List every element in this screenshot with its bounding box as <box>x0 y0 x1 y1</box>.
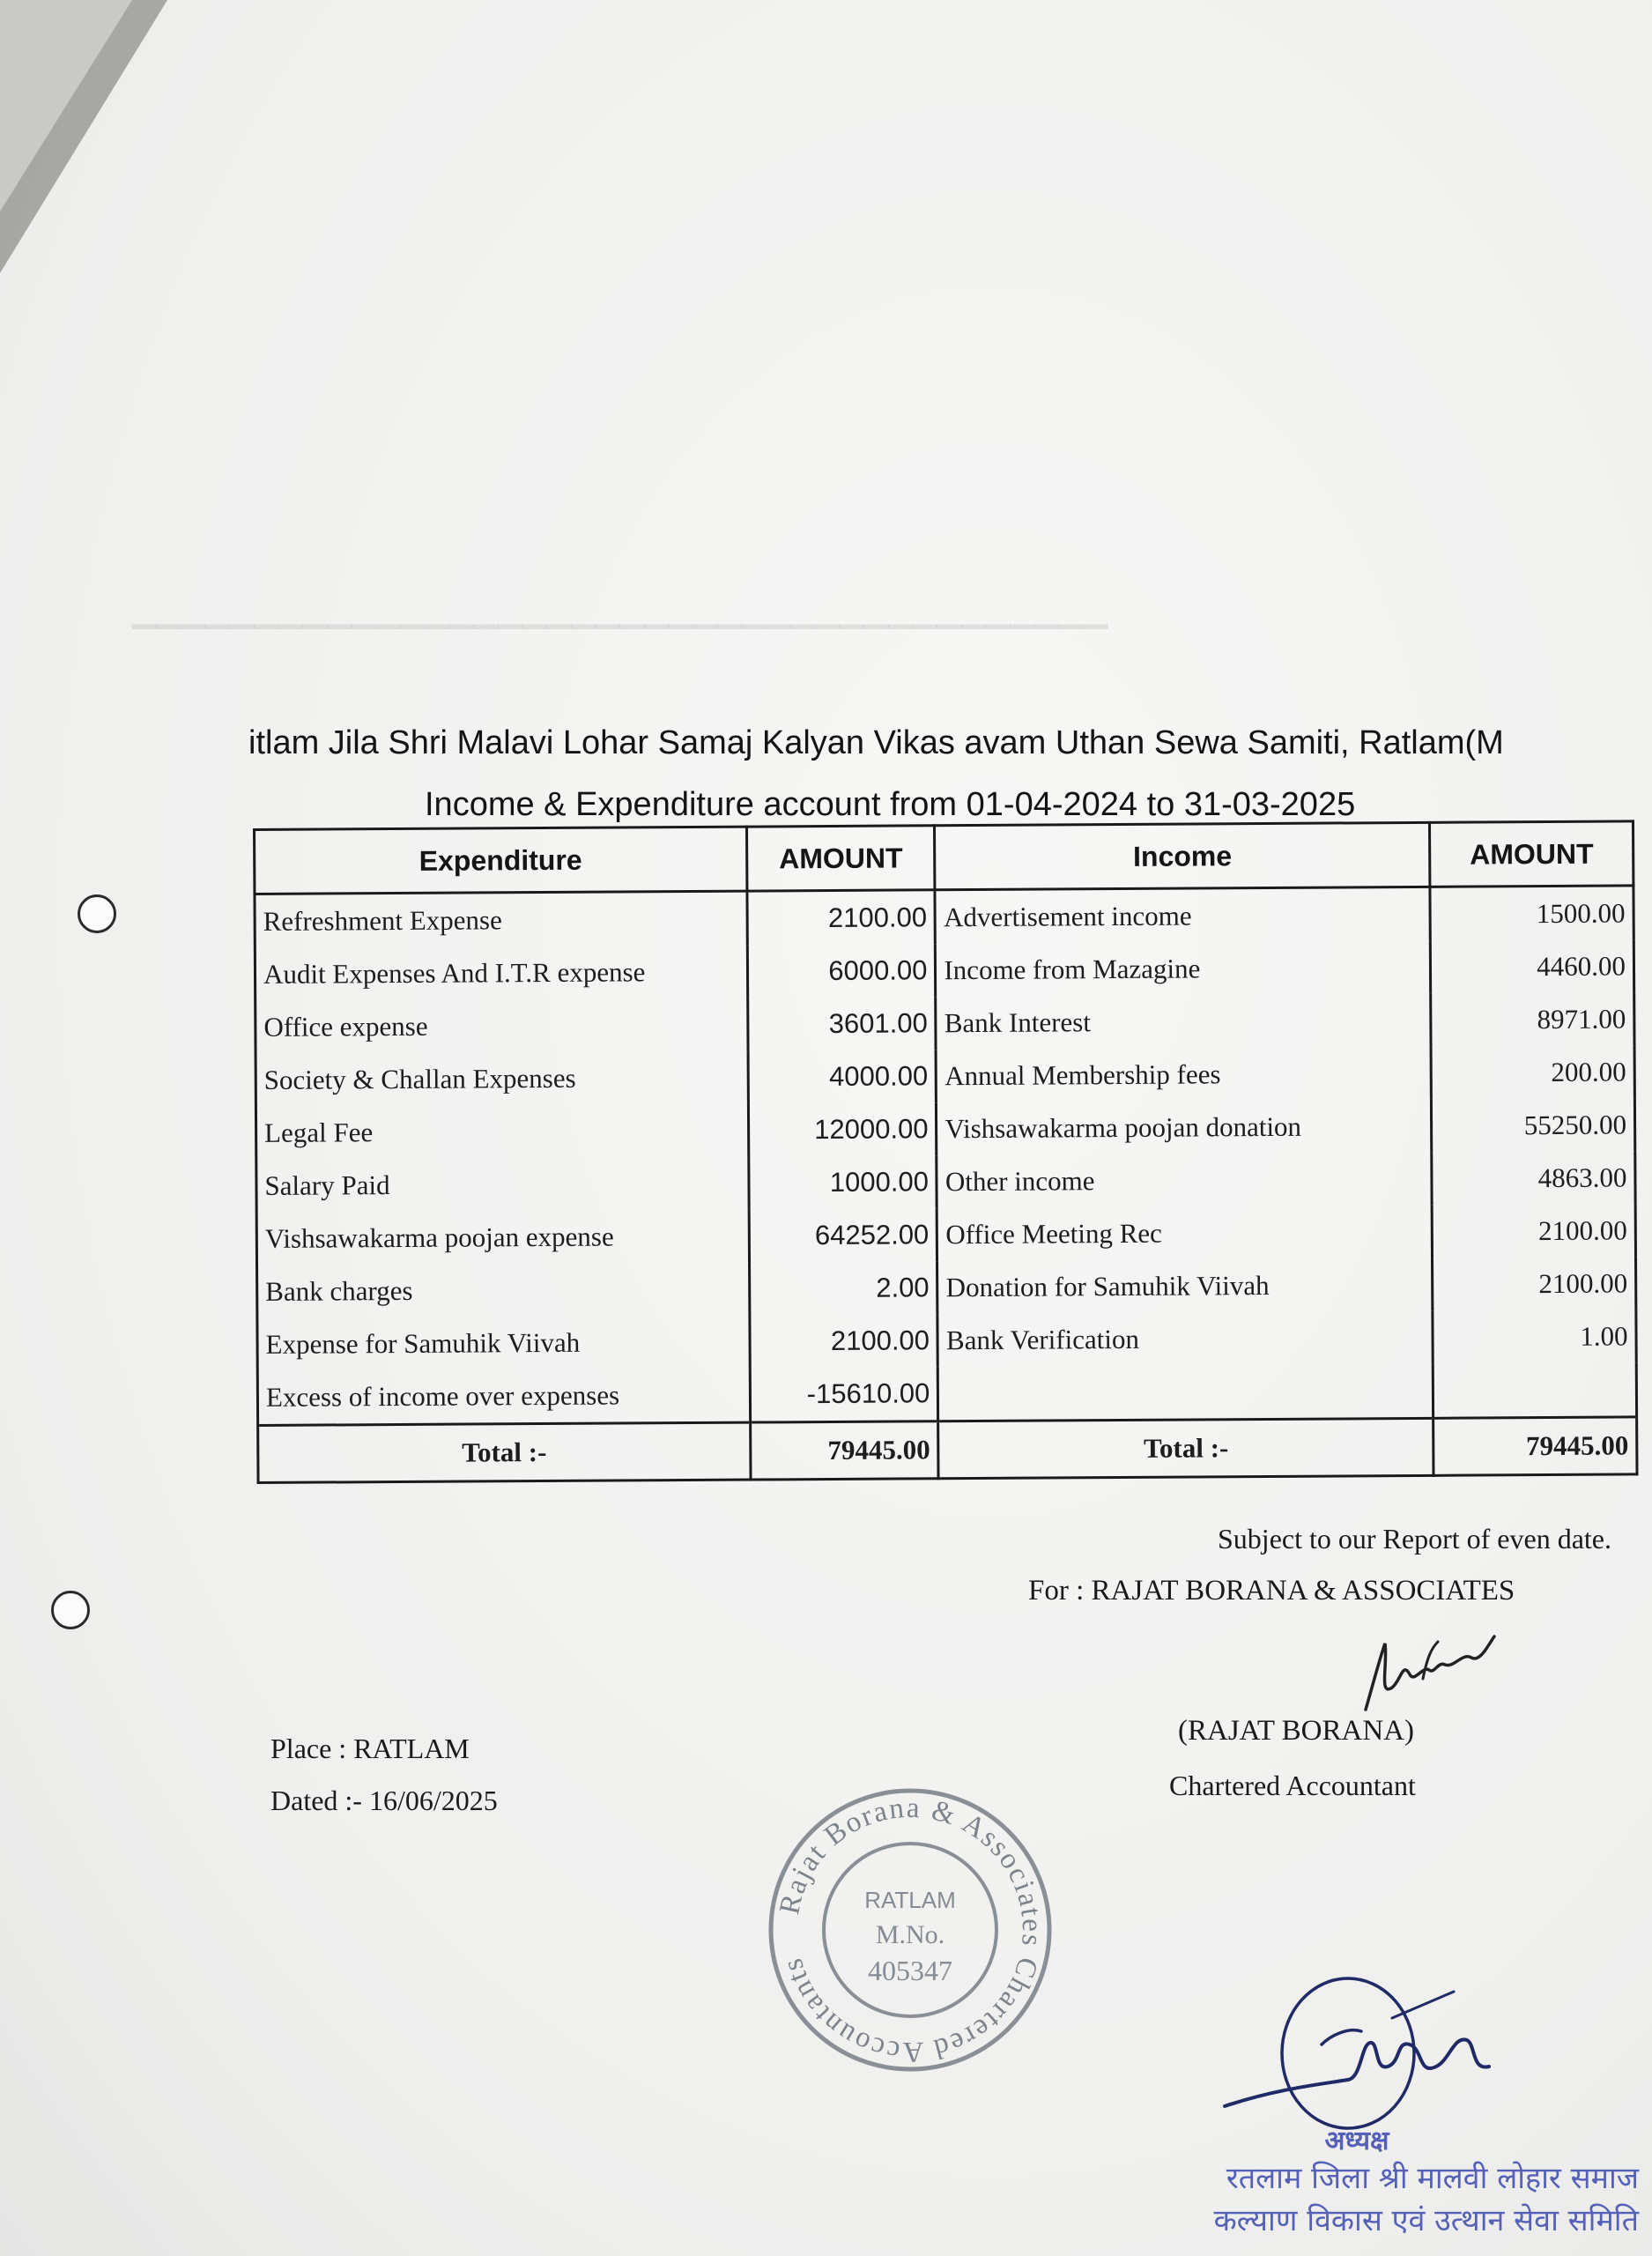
seal-line-2: कल्याण विकास एवं उत्थान सेवा समिति <box>1213 2203 1639 2238</box>
income-amount-header: AMOUNT <box>1430 821 1633 887</box>
income-total: 79445.00 <box>1433 1417 1637 1475</box>
income-item: Bank Interest <box>936 994 1431 1050</box>
ca-title: Chartered Accountant <box>1169 1770 1416 1801</box>
stamp-mno-label: M.No. <box>875 1920 945 1949</box>
stamp-mno: 405347 <box>868 1955 952 1986</box>
auditor-firm: For : RAJAT BORANA & ASSOCIATES <box>1028 1575 1515 1607</box>
expenditure-amount: -15610.00 <box>750 1367 938 1422</box>
income-amount: 8971.00 <box>1431 992 1634 1046</box>
bleed-through-text: ▁▁▁▁▁▁▁▁▁▁▁▁▁▁▁▁▁▁▁▁▁▁▁▁▁▁▁▁▁▁▁▁▁▁▁▁▁▁▁▁ <box>132 592 1108 628</box>
expenditure-amount: 1000.00 <box>749 1155 937 1209</box>
expenditure-total-label: Total :- <box>258 1422 751 1482</box>
expenditure-amount: 4000.00 <box>748 1050 937 1103</box>
income-amount: 4460.00 <box>1431 939 1634 993</box>
table-header-row <box>255 821 1633 894</box>
stamp-city: RATLAM <box>864 1887 956 1913</box>
income-item: Donation for Samuhik Viivah <box>937 1258 1433 1314</box>
expenditure-item: Audit Expenses And I.T.R expense <box>255 946 747 1001</box>
table-row <box>256 1098 1634 1160</box>
income-amount: 4863.00 <box>1432 1151 1635 1205</box>
auditor-stamp-icon <box>765 1785 1056 2075</box>
expenditure-item: Expense for Samuhik Viivah <box>257 1316 750 1371</box>
seal-role: अध्यक्ष <box>1324 2126 1389 2156</box>
income-item: Office Meeting Rec <box>937 1206 1433 1261</box>
expenditure-item: Office expense <box>256 998 748 1054</box>
income-item: Vishsawakarma poojan donation <box>937 1100 1432 1155</box>
expenditure-amount: 2100.00 <box>747 890 936 946</box>
expenditure-item: Vishsawakarma poojan expense <box>256 1210 749 1265</box>
expenditure-header: Expenditure <box>255 827 747 894</box>
stamp-ring-text: Rajat Borana & Associates Chartered Accountants <box>774 1792 1048 2068</box>
income-amount: 200.00 <box>1431 1045 1634 1099</box>
income-item: Other income <box>937 1153 1432 1208</box>
total-row <box>258 1417 1637 1483</box>
income-amount: 2100.00 <box>1432 1204 1635 1258</box>
income-header: Income <box>935 822 1430 889</box>
income-amount: 55250.00 <box>1432 1098 1635 1152</box>
income-amount: 1.00 <box>1433 1310 1636 1363</box>
income-amount: 1500.00 <box>1430 886 1633 941</box>
punch-hole-icon <box>78 894 116 933</box>
income-item <box>938 1364 1433 1421</box>
expenditure-item: Bank charges <box>257 1263 750 1318</box>
punch-hole-icon <box>51 1591 90 1629</box>
ca-signature-icon <box>1339 1626 1498 1723</box>
income-item: Income from Mazagine <box>936 941 1431 997</box>
place-label: Place : RATLAM <box>270 1733 470 1764</box>
expenditure-item: Excess of income over expenses <box>257 1369 750 1426</box>
income-amount <box>1433 1362 1637 1418</box>
ca-name: (RAJAT BORANA) <box>1178 1715 1414 1747</box>
table-row <box>256 992 1634 1054</box>
table-row <box>255 886 1633 948</box>
table-row <box>255 939 1633 1001</box>
table-row <box>257 1257 1636 1318</box>
income-item: Advertisement income <box>935 887 1430 944</box>
table-row <box>256 1151 1635 1213</box>
expenditure-item: Society & Challan Expenses <box>256 1051 748 1107</box>
expenditure-amount-header: AMOUNT <box>746 826 935 891</box>
expenditure-amount: 2.00 <box>749 1261 937 1315</box>
expenditure-amount: 3601.00 <box>748 997 937 1050</box>
table-row <box>257 1362 1636 1425</box>
president-signature-icon <box>1216 1974 1507 2150</box>
seal-line-1: रतलाम जिला श्री मालवी लोहार समाज <box>1226 2161 1639 2196</box>
samiti-seal <box>1181 2126 1639 2242</box>
expenditure-amount: 64252.00 <box>749 1208 937 1262</box>
organization-title: itlam Jila Shri Malavi Lohar Samaj Kalyan Vikas avam Uthan Sewa Samiti, Ratlam(M <box>248 724 1504 761</box>
expenditure-item: Salary Paid <box>256 1157 749 1213</box>
expenditure-total: 79445.00 <box>751 1421 939 1480</box>
expenditure-item: Legal Fee <box>256 1104 748 1160</box>
table-row <box>256 1204 1635 1265</box>
expenditure-amount: 6000.00 <box>747 944 936 998</box>
table-row <box>256 1045 1634 1107</box>
income-amount: 2100.00 <box>1433 1257 1636 1310</box>
income-item: Bank Verification <box>937 1311 1433 1367</box>
table-row <box>257 1310 1636 1371</box>
statement-subtitle: Income & Expenditure account from 01-04-2024 to 31-03-2025 <box>425 786 1356 823</box>
report-note: Subject to our Report of even date. <box>1218 1523 1611 1555</box>
expenditure-item: Refreshment Expense <box>255 891 747 948</box>
folded-corner-highlight <box>0 0 132 212</box>
date-label: Dated :- 16/06/2025 <box>270 1785 498 1816</box>
expenditure-amount: 2100.00 <box>750 1314 938 1368</box>
income-total-label: Total :- <box>938 1418 1433 1478</box>
expenditure-amount: 12000.00 <box>748 1102 937 1156</box>
income-expenditure-table <box>253 820 1639 1484</box>
income-item: Annual Membership fees <box>936 1047 1431 1102</box>
